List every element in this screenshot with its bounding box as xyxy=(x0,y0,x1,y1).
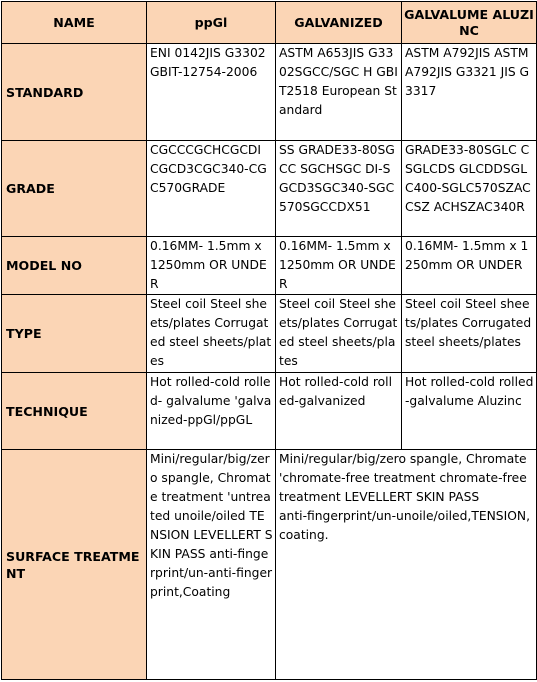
cell-grade-galvalume: GRADE33-80SGLC CSGLCDS GLCDDSGLC400-SGLC570SZACCSZ ACHSZAC340R xyxy=(402,141,537,237)
cell-model-no-galvanized: 0.16MM- 1.5mm x 1250mm OR UNDER xyxy=(276,237,402,295)
row-label-grade: GRADE xyxy=(2,141,147,237)
cell-grade-ppgl: CGCCCGCHCGCDI CGCD3CGC340-CG C570GRADE xyxy=(147,141,276,237)
surface-treatment-merged-text: Mini/regular/big/zero spangle, Chromate 'chromate-free treatment chromate-free treatment LEVELLERT SKIN PASS anti-fingerprint/un-unoile/oiled,TENSION, coating. xyxy=(279,452,531,542)
row-surface-treatment xyxy=(2,450,537,680)
header-name: NAME xyxy=(2,2,147,44)
row-label-technique: TECHNIQUE xyxy=(2,373,147,450)
header-row xyxy=(2,2,537,44)
cell-technique-ppgl: Hot rolled-cold rolled- galvalume 'galvanized-ppGl/ppGL xyxy=(147,373,276,450)
cell-model-no-ppgl: 0.16MM- 1.5mm x 1250mm OR UNDER xyxy=(147,237,276,295)
cell-type-galvanized: Steel coil Steel sheets/plates Corrugated steel sheets/plates xyxy=(276,295,402,373)
cell-standard-galvanized: ASTM A653JIS G3302SGCC/SGC H GBIT2518 European Standard xyxy=(276,44,402,141)
row-type xyxy=(2,295,537,373)
cell-standard-ppgl: ENI 0142JIS G3302GBIT-12754-2006 xyxy=(147,44,276,141)
cell-type-galvalume: Steel coil Steel sheets/plates Corrugated steel sheets/plates xyxy=(402,295,537,373)
cell-surface-treatment-merged xyxy=(276,450,537,680)
cell-type-ppgl: Steel coil Steel sheets/plates Corrugated steel sheets/plates xyxy=(147,295,276,373)
cell-model-no-galvalume: 0.16MM- 1.5mm x 1250mm OR UNDER xyxy=(402,237,537,295)
spec-table xyxy=(1,1,537,680)
cell-standard-galvalume: ASTM A792JIS ASTM A792JIS G3321 JIS G3317 xyxy=(402,44,537,141)
row-standard xyxy=(2,44,537,141)
header-galvalume-aluzinc: GALVALUME ALUZINC xyxy=(402,2,537,44)
row-model-no xyxy=(2,237,537,295)
row-label-surface-treatment: SURFACE TREATMENT xyxy=(2,450,147,680)
cell-surface-treatment-ppgl: Mini/regular/big/zero spangle, Chromate treatment 'untreated unoile/oiled TENSION LEVELLERT SKIN PASS anti-fingerprint/un-anti-fingerprint,Coating xyxy=(147,450,276,680)
row-label-standard: STANDARD xyxy=(2,44,147,141)
row-grade xyxy=(2,141,537,237)
header-galvanized: GALVANIZED xyxy=(276,2,402,44)
row-technique xyxy=(2,373,537,450)
cell-technique-galvalume: Hot rolled-cold rolled-galvalume Aluzinc xyxy=(402,373,537,450)
cell-technique-galvanized: Hot rolled-cold rolled-galvanized xyxy=(276,373,402,450)
header-ppgl: ppGl xyxy=(147,2,276,44)
cell-grade-galvanized: SS GRADE33-80SGCC SGCHSGC DI-SGCD3SGC340-SGC570SGCCDX51 xyxy=(276,141,402,237)
row-label-type: TYPE xyxy=(2,295,147,373)
row-label-model-no: MODEL NO xyxy=(2,237,147,295)
